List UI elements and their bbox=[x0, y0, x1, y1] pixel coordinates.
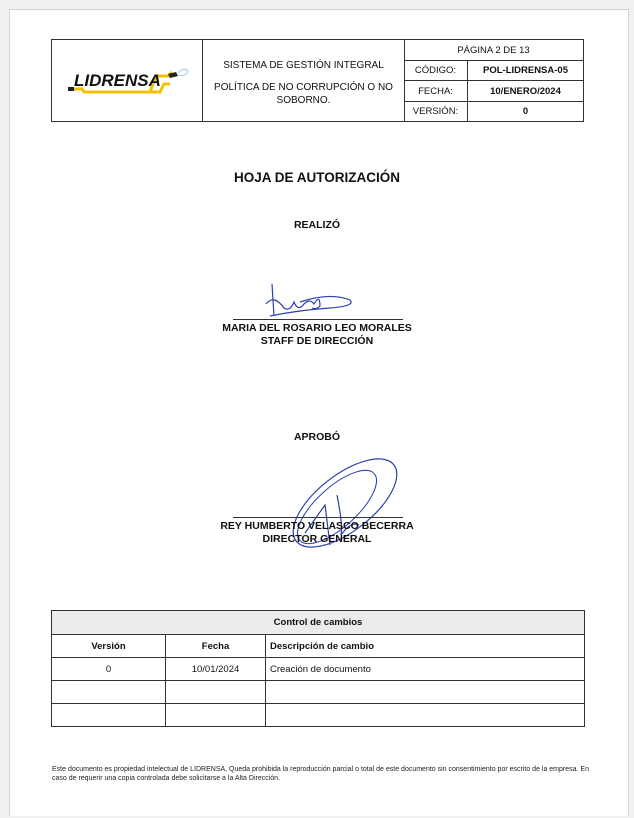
realizo-signature-line bbox=[233, 319, 403, 320]
document-header bbox=[51, 39, 584, 122]
change-control-table bbox=[51, 610, 585, 727]
date-row bbox=[404, 81, 583, 102]
version-value: 0 bbox=[522, 105, 529, 117]
cell-version: 0 bbox=[52, 658, 166, 681]
header-title-cell bbox=[203, 40, 405, 121]
page-number-row bbox=[404, 40, 583, 61]
table-row bbox=[52, 681, 585, 704]
cell-description bbox=[266, 681, 585, 704]
logo-text: LIDRENSA bbox=[74, 71, 161, 90]
table-header-row bbox=[52, 635, 585, 658]
table-row bbox=[52, 658, 585, 681]
cell-date bbox=[166, 704, 266, 727]
realizo-signature bbox=[260, 282, 360, 322]
cell-version bbox=[52, 704, 166, 727]
change-control-caption: Control de cambios bbox=[52, 611, 585, 635]
aprobo-role: DIRECTOR GENERAL bbox=[262, 533, 372, 545]
col-version: Versión bbox=[52, 635, 166, 658]
table-row bbox=[52, 704, 585, 727]
footer-disclaimer: Este documento es propiedad intelectual de LIDRENSA, Queda prohibida la reproducción parcial o total de este documento sin consentimiento por escrito de la empresa. En caso de requerir una copia controlada debe solicitarse a la Alta Dirección. bbox=[52, 766, 589, 782]
cell-date bbox=[166, 681, 266, 704]
realizo-heading: REALIZÓ bbox=[293, 219, 341, 231]
policy-title: POLÍTICA DE NO CORRUPCIÓN O NO SOBORNO. bbox=[214, 82, 393, 106]
code-value: POL-LIDRENSA-05 bbox=[483, 64, 568, 76]
col-date: Fecha bbox=[166, 635, 266, 658]
cell-description: Creación de documento bbox=[266, 658, 585, 681]
aprobo-name: REY HUMBERTO VELASCO BECERRA bbox=[220, 520, 414, 532]
realizo-role: STAFF DE DIRECCIÓN bbox=[260, 335, 374, 347]
version-label: VERSIÓN: bbox=[404, 101, 468, 121]
cell-date: 10/01/2024 bbox=[166, 658, 266, 681]
date-value: 10/ENERO/2024 bbox=[490, 85, 561, 97]
cell-version bbox=[52, 681, 166, 704]
aprobo-heading: APROBÓ bbox=[293, 431, 341, 443]
page-number: PÁGINA 2 DE 13 bbox=[457, 44, 530, 56]
document-title: HOJA DE AUTORIZACIÓN bbox=[233, 170, 400, 185]
code-row bbox=[404, 60, 583, 81]
col-description: Descripción de cambio bbox=[266, 635, 585, 658]
system-name: SISTEMA DE GESTIÓN INTEGRAL bbox=[223, 60, 384, 71]
lidrensa-logo bbox=[64, 62, 192, 98]
header-meta bbox=[404, 40, 583, 121]
code-label: CÓDIGO: bbox=[404, 60, 468, 80]
logo-cell bbox=[52, 40, 203, 121]
cell-description bbox=[266, 704, 585, 727]
aprobo-signature-line bbox=[233, 517, 403, 518]
realizo-name: MARIA DEL ROSARIO LEO MORALES bbox=[222, 322, 412, 334]
date-label: FECHA: bbox=[404, 81, 468, 101]
version-row bbox=[404, 101, 583, 121]
